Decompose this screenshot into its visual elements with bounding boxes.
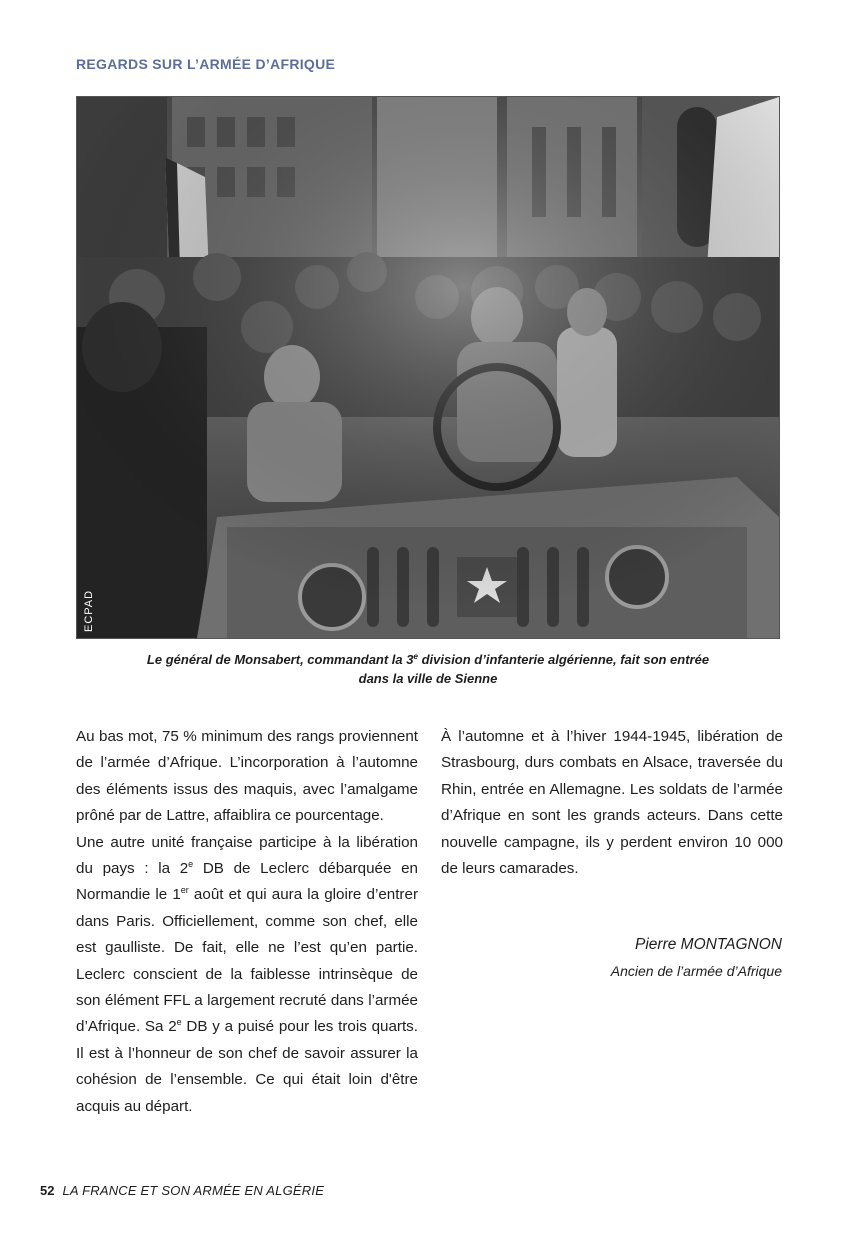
photo-credit-text: ECPAD	[83, 589, 95, 632]
superscript-e-2: e	[176, 1017, 182, 1028]
page-footer	[40, 1183, 324, 1198]
running-title: REGARDS SUR L’ARMÉE D’AFRIQUE	[76, 56, 336, 72]
left-column	[76, 724, 418, 1120]
page-number: 52	[40, 1183, 55, 1198]
photo-credit	[79, 552, 97, 632]
superscript-er: er	[180, 885, 189, 896]
left-paragraph-1: Au bas mot, 75 % minimum des rangs proviennent de l’armée d’Afrique. L’incorporation à l’automne des éléments issus des maquis, avec l’amalgame prôné par de Lattre, affaiblira ce pourcentage.	[76, 728, 418, 825]
author-role: Ancien de l’armée d’Afrique	[610, 963, 782, 979]
superscript-e: e	[188, 859, 194, 870]
author-name: Pierre MONTAGNON	[635, 936, 782, 953]
photo-caption	[76, 650, 780, 688]
left-paragraph-2	[76, 830, 418, 1120]
photo-illustration	[77, 97, 779, 638]
left-p2-text-c: août et qui aura la gloire d’entrer dans Paris. Officiellement, comme son chef, elle est gaulliste. De fait, elle ne l’est qu’en partie. Leclerc conscient de la faiblesse intrinsèque de son élément FFL a largement recruté dans l’armée d’Afrique. Sa 2	[76, 886, 418, 1036]
right-paragraph-1: À l’automne et à l’hiver 1944-1945, libération de Strasbourg, durs combats en Alsace, traversée du Rhin, entrée en Allemagne. Les soldats de l’armée d’Afrique en sont les grands acteurs. Dans cette nouvelle campagne, ils y perdent environ 10 000 de leurs camarades.	[441, 728, 783, 878]
caption-text-2: division d’infanterie algérienne, fait son entrée	[417, 652, 710, 667]
right-column	[441, 724, 783, 882]
left-p2-text-b: DB de Leclerc débarquée en Normandie le 1	[76, 860, 418, 904]
historical-photo	[76, 96, 780, 639]
left-p2-text-a: Une autre unité française participe à la libération du pays : la 2	[76, 833, 418, 878]
caption-superscript: e	[413, 652, 418, 661]
left-p2-text-d: DB y a puisé pour les trois quarts. Il est à l’honneur de son chef de savoir assurer la cohésion de l’ensemble. Ce qui était loin d'être acquis au départ.	[76, 1018, 418, 1115]
caption-line-2: dans la ville de Sienne	[358, 671, 498, 686]
book-title: LA FRANCE ET SON ARMÉE EN ALGÉRIE	[62, 1183, 325, 1198]
caption-text-1: Le général de Monsabert, commandant la 3	[146, 652, 414, 667]
